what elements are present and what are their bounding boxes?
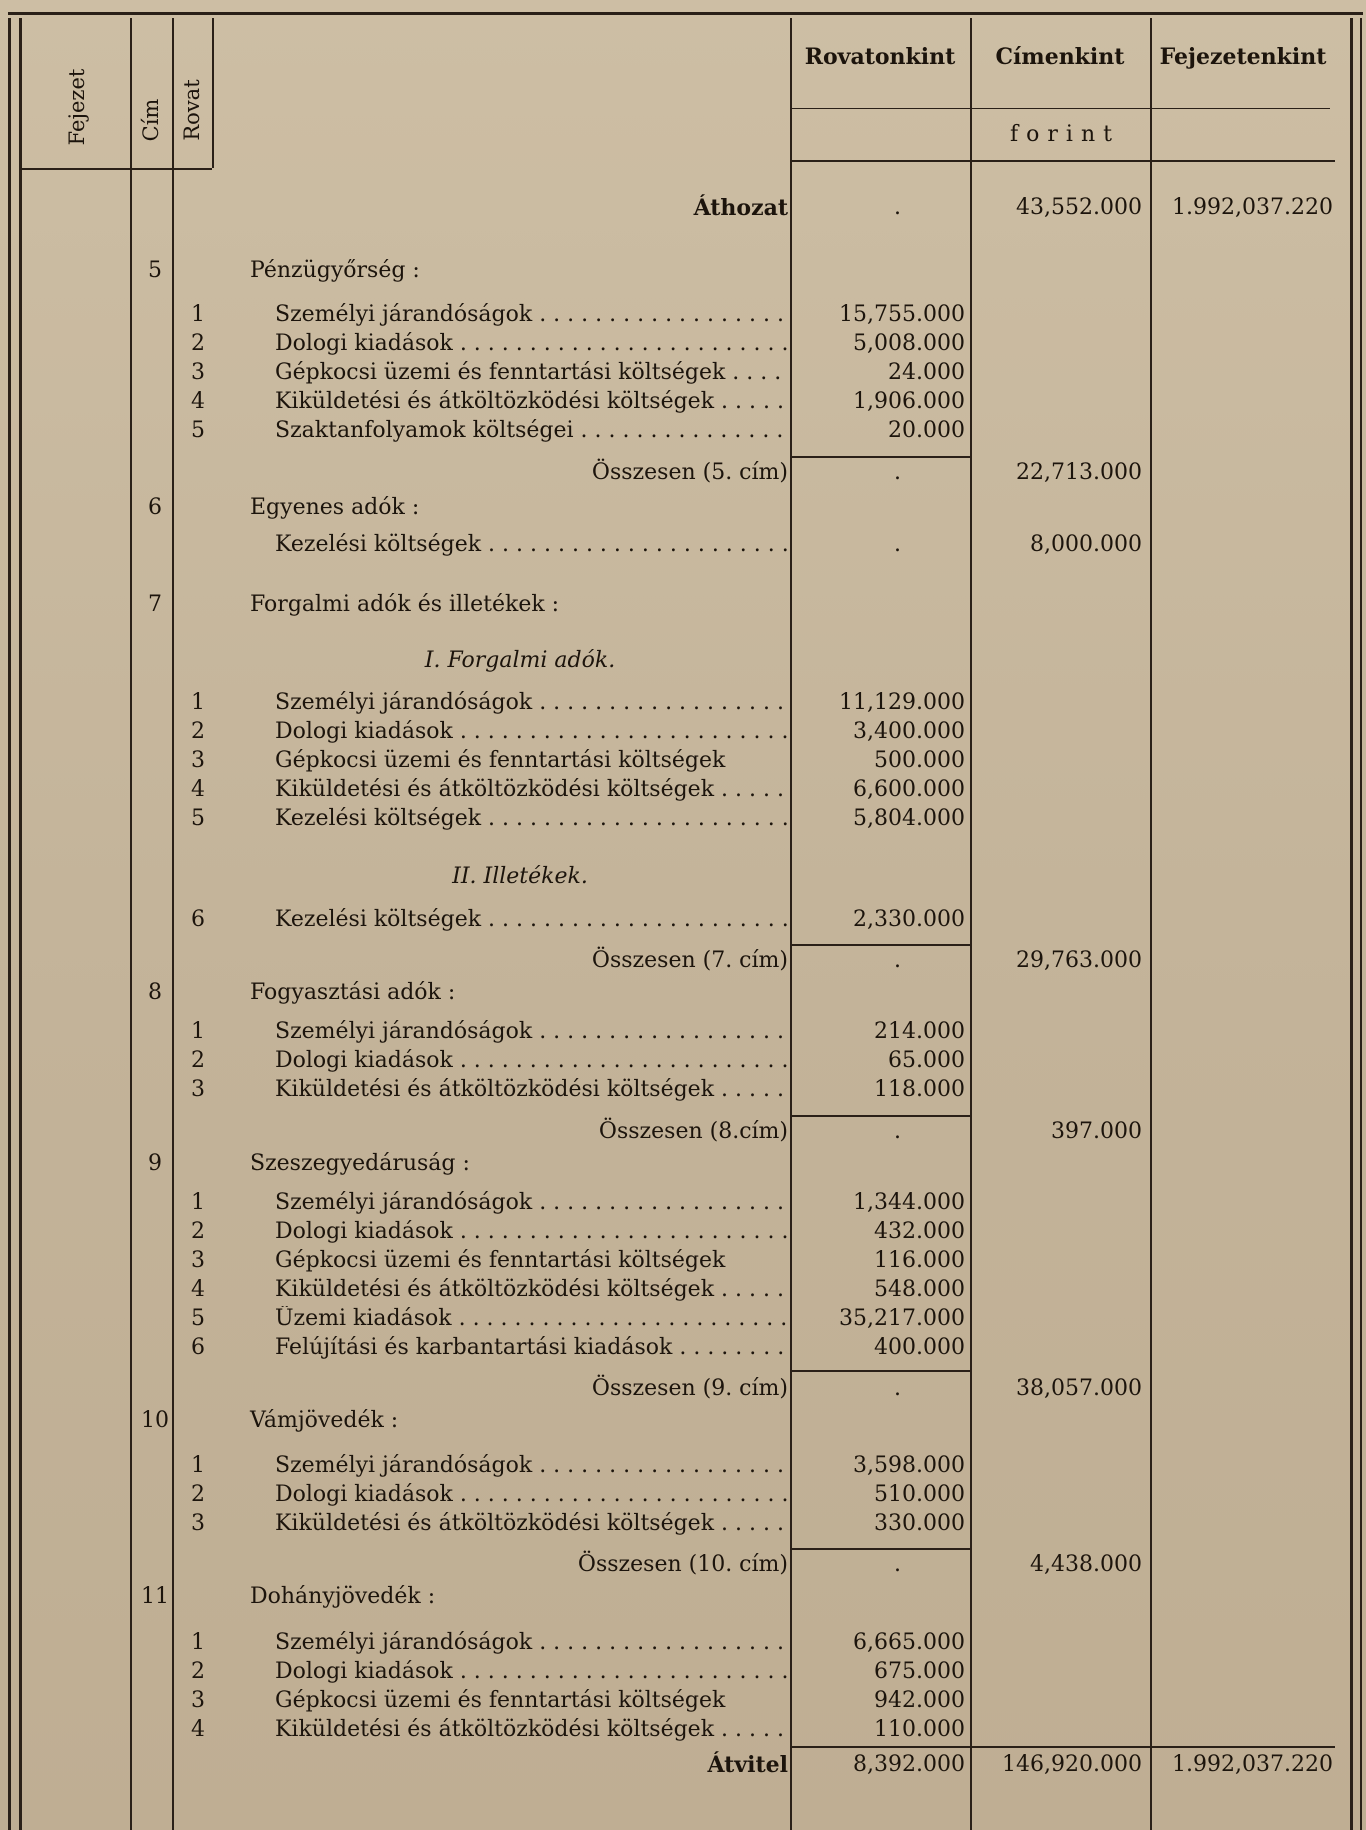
rovatonkint-value: 400.000 (874, 1335, 965, 1360)
title-5-heading (0, 258, 1366, 288)
line-item-row (0, 1511, 1366, 1541)
line-item-row (0, 1482, 1366, 1512)
rovatonkint-value: 24.000 (888, 360, 965, 385)
cimenkint-value: 29,763.000 (1016, 948, 1142, 973)
title-10-heading (0, 1408, 1366, 1438)
line-item-row (0, 1219, 1366, 1249)
rovat-number: 6 (191, 1335, 205, 1360)
row-label: Áthozat (693, 195, 788, 221)
title-label: Dohányjövedék : (250, 1584, 436, 1609)
title-7-heading (0, 592, 1366, 622)
rovatonkint-value: 214.000 (874, 1019, 965, 1044)
rovat-number: 4 (191, 389, 205, 414)
rovatonkint-value: 118.000 (874, 1077, 965, 1102)
title-8-total-row (0, 1119, 1366, 1149)
rovat-number: 3 (191, 1248, 205, 1273)
item-label: Kezelési költségek . . . (275, 907, 790, 932)
rovatonkint-value: . (894, 195, 901, 220)
line-item-row (0, 1453, 1366, 1483)
line-item-row (0, 360, 1366, 390)
item-label: Kiküldetési és átköltözködési költségek . . . (275, 1511, 790, 1536)
cimenkint-value: 38,057.000 (1016, 1376, 1142, 1401)
rovat-number: 1 (191, 1190, 205, 1215)
total-label: Összesen (7. cím) (591, 948, 788, 973)
rovatonkint-value: 110.000 (874, 1717, 965, 1742)
rovat-number: 5 (191, 1306, 205, 1331)
rovatonkint-value: 675.000 (874, 1659, 965, 1684)
rovatonkint-value: 65.000 (888, 1048, 965, 1073)
title-label: Vámjövedék : (250, 1408, 399, 1433)
rovatonkint-value: 6,665.000 (853, 1630, 965, 1655)
rovat-number: 3 (191, 748, 205, 773)
rule-rovat-label (212, 18, 214, 168)
title-label: Forgalmi adók és illetékek : (250, 592, 560, 617)
item-label: Kiküldetési és átköltözködési költségek . . . (275, 1277, 790, 1302)
item-label: Személyi járandóságok . . . (275, 1019, 790, 1044)
top-border (8, 12, 1363, 15)
subsection-label: I. Forgalmi adók. (424, 648, 616, 673)
rovat-number: 5 (191, 806, 205, 831)
line-item-row (0, 1688, 1366, 1718)
title-9-total-row (0, 1376, 1366, 1406)
rovatonkint-value: 35,217.000 (839, 1306, 965, 1331)
title-10-total-row (0, 1552, 1366, 1582)
item-label: Személyi járandóságok . . . (275, 1190, 790, 1215)
rovatonkint-value: . (894, 948, 901, 973)
rovatonkint-value: . (894, 1119, 901, 1144)
rovat-number: 2 (191, 1048, 205, 1073)
rovatonkint-value: 510.000 (874, 1482, 965, 1507)
item-label: Gépkocsi üzemi és fenntartási költségek . . . (275, 360, 790, 385)
rovat-number: 1 (191, 302, 205, 327)
rovat-number: 2 (191, 331, 205, 356)
header-rovatonkint: Rovatonkint (804, 44, 956, 70)
title-7-total-row (0, 948, 1366, 978)
rovatonkint-value: 548.000 (874, 1277, 965, 1302)
rovat-number: 4 (191, 777, 205, 802)
sum-rule (790, 1548, 970, 1550)
fejezetenkint-value: 1.992,037.220 (1172, 1752, 1333, 1777)
rovat-number: 2 (191, 719, 205, 744)
item-label: Dologi kiadások . . . (275, 719, 790, 744)
rovatonkint-value: 330.000 (874, 1511, 965, 1536)
rovatonkint-value: . (894, 460, 901, 485)
rovat-number: 3 (191, 1077, 205, 1102)
title-6-heading (0, 495, 1366, 525)
rovatonkint-value: 20.000 (888, 418, 965, 443)
rovatonkint-value: 8,392.000 (853, 1752, 965, 1777)
title-label: Fogyasztási adók : (250, 980, 456, 1005)
item-label: Dologi kiadások . . . (275, 1482, 790, 1507)
rovat-number: 2 (191, 1659, 205, 1684)
cim-number: 6 (148, 495, 162, 520)
rovatonkint-value: 5,804.000 (853, 806, 965, 831)
rovatonkint-value: 942.000 (874, 1688, 965, 1713)
cimenkint-value: 4,438.000 (1030, 1552, 1142, 1577)
rovat-number: 2 (191, 1219, 205, 1244)
sum-rule (790, 1746, 1335, 1748)
subsection-label: II. Illetékek. (452, 864, 588, 889)
title-label: Egyenes adók : (250, 495, 420, 520)
sum-rule (790, 456, 970, 458)
header-unit: forint (1010, 122, 1120, 147)
line-item-row (0, 719, 1366, 749)
item-label: Kiküldetési és átköltözködési költségek . . . (275, 777, 790, 802)
header-cim: Cím (139, 98, 163, 142)
cim-number: 8 (148, 980, 162, 1005)
rovatonkint-value: 3,598.000 (853, 1453, 965, 1478)
rovatonkint-value: 6,600.000 (853, 777, 965, 802)
cim-number: 7 (148, 592, 162, 617)
rovatonkint-value: 11,129.000 (839, 690, 965, 715)
item-label: Kezelési költségek . . . (275, 806, 790, 831)
cimenkint-value: 43,552.000 (1016, 195, 1142, 220)
title-8-heading (0, 980, 1366, 1010)
cim-number: 11 (141, 1584, 169, 1609)
line-item-row (0, 302, 1366, 332)
item-label: Személyi járandóságok . . . (275, 302, 790, 327)
item-label: Dologi kiadások . . . (275, 331, 790, 356)
rovat-number: 2 (191, 1482, 205, 1507)
line-item-row (0, 690, 1366, 720)
title-9-heading (0, 1151, 1366, 1181)
item-label: Személyi járandóságok . . . (275, 690, 790, 715)
line-item-row (0, 1306, 1366, 1336)
carry-over-row (0, 1752, 1366, 1782)
line-item-row (0, 1048, 1366, 1078)
cimenkint-value: 397.000 (1051, 1119, 1142, 1144)
total-label: Összesen (9. cím) (591, 1376, 788, 1401)
line-item-row (0, 777, 1366, 807)
rovatonkint-value: 1,344.000 (853, 1190, 965, 1215)
rovatonkint-value: . (894, 1552, 901, 1577)
sum-rule (790, 1370, 970, 1372)
rovat-number: 5 (191, 418, 205, 443)
item-label: Kezelési költségek . . . (275, 532, 790, 557)
rovatonkint-value: . (894, 1376, 901, 1401)
rovatonkint-value: 5,008.000 (853, 331, 965, 356)
rovatonkint-value: 116.000 (874, 1248, 965, 1273)
sum-rule (790, 1115, 970, 1117)
rovatonkint-value: 432.000 (874, 1219, 965, 1244)
total-label: Összesen (10. cím) (577, 1552, 788, 1577)
line-item-row (0, 331, 1366, 361)
header-rule-right (790, 160, 1335, 162)
rovatonkint-value: 1,906.000 (853, 389, 965, 414)
item-label: Dologi kiadások . . . (275, 1219, 790, 1244)
line-item-row (0, 1630, 1366, 1660)
header-cimenkint: Címenkint (995, 44, 1125, 70)
line-item-row (0, 1335, 1366, 1365)
cim-number: 5 (148, 258, 162, 283)
header-fejezetenkint: Fejezetenkint (1159, 44, 1327, 70)
line-item-row (0, 389, 1366, 419)
header-rovat: Rovat (180, 79, 204, 141)
rovatonkint-value: 500.000 (874, 748, 965, 773)
item-label: Kiküldetési és átköltözködési költségek . . . (275, 389, 790, 414)
rovatonkint-value: . (894, 532, 901, 557)
rovat-number: 3 (191, 360, 205, 385)
title-label: Szeszegyedáruság : (250, 1151, 470, 1176)
row-label: Átvitel (707, 1752, 788, 1778)
rovat-number: 3 (191, 1688, 205, 1713)
item-label: Dologi kiadások . . . (275, 1659, 790, 1684)
rovat-number: 1 (191, 1630, 205, 1655)
item-label: Gépkocsi üzemi és fenntartási költségek (275, 1688, 726, 1713)
item-label: Üzemi kiadások . . . (275, 1306, 790, 1331)
line-item-row (0, 1019, 1366, 1049)
rovat-number: 1 (191, 1453, 205, 1478)
cimenkint-value: 22,713.000 (1016, 460, 1142, 485)
line-item-row (0, 1277, 1366, 1307)
title-label: Pénzügyőrség : (250, 258, 420, 283)
rovat-number: 3 (191, 1511, 205, 1536)
item-label: Felújítási és karbantartási kiadások . . . (275, 1335, 790, 1360)
item-label: Kiküldetési és átköltözködési költségek . . . (275, 1717, 790, 1742)
header-rule-mid (790, 108, 1330, 109)
title-6-total-row (0, 532, 1366, 562)
line-item-row (0, 806, 1366, 836)
rovat-number: 1 (191, 1019, 205, 1044)
line-item-row (0, 907, 1366, 937)
item-label: Dologi kiadások . . . (275, 1048, 790, 1073)
line-item-row (0, 418, 1366, 448)
header-fejezet: Fejezet (65, 68, 89, 146)
item-label: Gépkocsi üzemi és fenntartási költségek (275, 748, 726, 773)
total-label: Összesen (5. cím) (591, 460, 788, 485)
cimenkint-value: 146,920.000 (1002, 1752, 1142, 1777)
line-item-row (0, 1659, 1366, 1689)
rovat-number: 1 (191, 690, 205, 715)
line-item-row (0, 1077, 1366, 1107)
line-item-row (0, 1248, 1366, 1278)
fejezetenkint-value: 1.992,037.220 (1172, 195, 1333, 220)
rovatonkint-value: 2,330.000 (853, 907, 965, 932)
title-11-heading (0, 1584, 1366, 1614)
rovatonkint-value: 15,755.000 (839, 302, 965, 327)
rovat-number: 6 (191, 907, 205, 932)
item-label: Személyi járandóságok . . . (275, 1453, 790, 1478)
item-label: Kiküldetési és átköltözködési költségek . . . (275, 1077, 790, 1102)
item-label: Személyi járandóságok . . . (275, 1630, 790, 1655)
rovatonkint-value: 3,400.000 (853, 719, 965, 744)
cim-number: 10 (141, 1408, 169, 1433)
carried-forward-row (0, 195, 1366, 225)
sum-rule (790, 944, 970, 946)
item-label: Szaktanfolyamok költségei . . . (275, 418, 790, 443)
line-item-row (0, 748, 1366, 778)
total-label: Összesen (8.cím) (598, 1119, 788, 1144)
item-label: Gépkocsi üzemi és fenntartási költségek (275, 1248, 726, 1273)
subsection-heading (0, 864, 1366, 894)
line-item-row (0, 1190, 1366, 1220)
subsection-heading (0, 648, 1366, 678)
cim-number: 9 (148, 1151, 162, 1176)
rovat-number: 4 (191, 1717, 205, 1742)
title-5-total-row (0, 460, 1366, 490)
line-item-row (0, 1717, 1366, 1747)
rovat-number: 4 (191, 1277, 205, 1302)
cimenkint-value: 8,000.000 (1030, 532, 1142, 557)
